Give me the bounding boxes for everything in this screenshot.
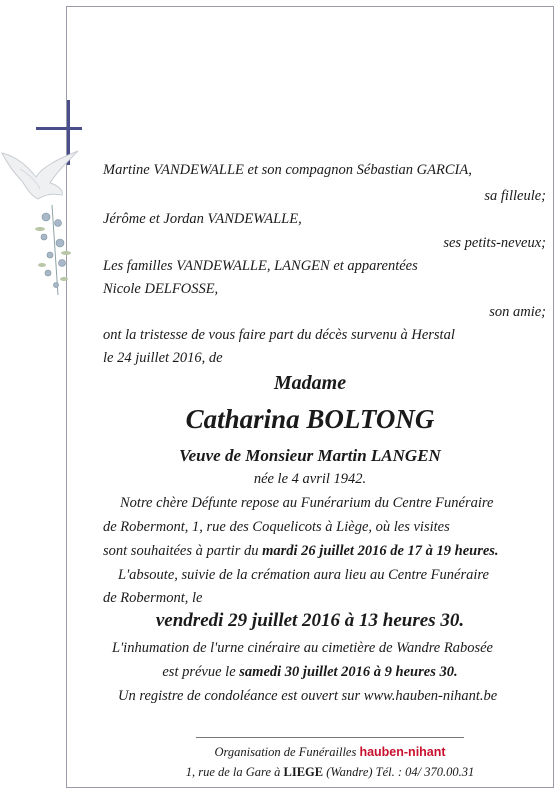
family-line-4: Nicole DELFOSSE, bbox=[103, 281, 219, 297]
relation-goddaughter: sa filleule; bbox=[484, 188, 546, 204]
birth-date: née le 4 avril 1942. bbox=[253, 471, 367, 487]
dove-icon bbox=[0, 145, 110, 305]
footer-organisation: Organisation de Funérailles hauben-nihant bbox=[214, 745, 446, 759]
relation-friend: son amie; bbox=[489, 304, 546, 320]
family-line-3: Les familles VANDEWALLE, LANGEN et apparentées bbox=[103, 258, 418, 274]
family-line-1: Martine VANDEWALLE et son compagnon Sébastian GARCIA, bbox=[103, 162, 472, 178]
announcement-line-1: ont la tristesse de vous faire part du décès survenu à Herstal bbox=[103, 327, 455, 343]
relation-grandnephews: ses petits-neveux; bbox=[443, 235, 546, 251]
visitation-line-1: Notre chère Défunte repose au Funérarium du Centre Funéraire bbox=[120, 495, 494, 511]
deceased-title: Madame bbox=[273, 372, 347, 394]
ceremony-line-2: de Robermont, le bbox=[103, 590, 203, 606]
deceased-name: Catharina BOLTONG bbox=[185, 404, 435, 434]
footer-address: 1, rue de la Gare à LIEGE (Wandre) Tél. : 04/ 370.00.31 bbox=[185, 765, 475, 779]
inurnment-line-1: L'inhumation de l'urne cinéraire au cimetière de Wandre Rabosée bbox=[112, 640, 493, 656]
visitation-line-2: de Robermont, 1, rue des Coquelicots à Liège, où les visites bbox=[103, 519, 450, 535]
family-line-2: Jérôme et Jordan VANDEWALLE, bbox=[103, 211, 302, 227]
ceremony-line-1: L'absoute, suivie de la crémation aura lieu au Centre Funéraire bbox=[118, 567, 489, 583]
brand-logo: hauben-nihant bbox=[359, 745, 446, 759]
cross-icon-bar bbox=[36, 127, 82, 130]
visitation-time: mardi 26 juillet 2016 de 17 à 19 heures. bbox=[262, 543, 499, 559]
ceremony-date: vendredi 29 juillet 2016 à 13 heures 30. bbox=[155, 610, 465, 631]
inurnment-date: samedi 30 juillet 2016 à 9 heures 30. bbox=[239, 664, 458, 680]
condolence-registry: Un registre de condoléance est ouvert sur www.hauben-nihant.be bbox=[118, 688, 498, 704]
footer-divider bbox=[196, 737, 464, 738]
visitation-line-3: sont souhaitées à partir du mardi 26 juillet 2016 de 17 à 19 heures. bbox=[103, 543, 499, 559]
inurnment-line-2: est prévue le samedi 30 juillet 2016 à 9 heures 30. bbox=[162, 664, 458, 680]
announcement-line-2: le 24 juillet 2016, de bbox=[103, 350, 223, 366]
widow-of: Veuve de Monsieur Martin LANGEN bbox=[179, 446, 441, 465]
